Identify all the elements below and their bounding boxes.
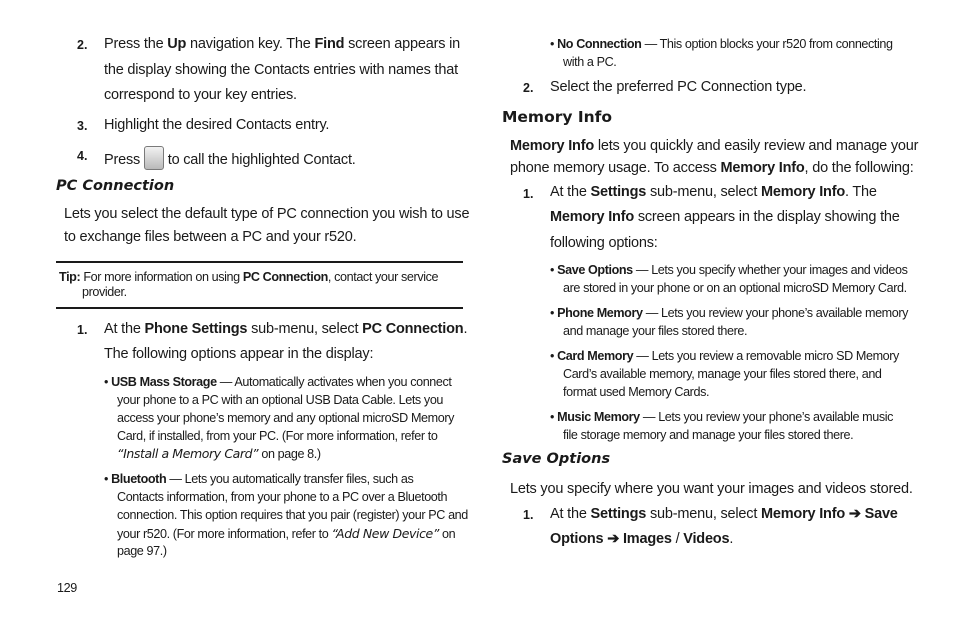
list-item-text: Card’s available memory, manage your files stored there, and	[563, 367, 882, 381]
list-item-text: and manage your files stored there.	[563, 324, 748, 338]
paragraph: phone memory usage. To access Memory Info, do the following:	[510, 160, 914, 176]
step-text: At the Settings sub-menu, select Memory Info ➔ Save	[550, 506, 898, 522]
step-text: At the Phone Settings sub-menu, select PC Connection.	[104, 321, 468, 337]
paragraph: to exchange files between a PC and your r520.	[64, 229, 357, 245]
step-text: Press the Up navigation key. The Find screen appears in	[104, 36, 460, 52]
page-number: 129	[57, 581, 77, 595]
list-item-text: are stored in your phone or on an optional microSD Memory Card.	[563, 281, 907, 295]
list-item-text: “Install a Memory Card” on page 8.)	[117, 446, 321, 461]
list-item: • Save Options — Lets you specify whether your images and videos	[550, 263, 908, 277]
step-text: Press to call the highlighted Contact.	[104, 146, 356, 170]
step-text: Highlight the desired Contacts entry.	[104, 117, 330, 133]
list-item: • Card Memory — Lets you review a removable micro SD Memory	[550, 349, 899, 363]
list-item-text: file storage memory and manage your files stored there.	[563, 428, 854, 442]
step-number: 1.	[77, 323, 88, 337]
list-item-text: connection. This option requires that you pair (register) your PC and	[117, 508, 468, 522]
step-text: The following options appear in the display:	[104, 346, 374, 362]
step-text: Memory Info screen appears in the display showing the	[550, 209, 900, 225]
tip-note: Tip: For more information on using PC Connection, contact your service	[59, 270, 439, 284]
section-heading: Memory Info	[502, 108, 613, 126]
list-item-text: your phone to a PC with an optional USB Data Cable. Lets you	[117, 393, 444, 407]
step-text: the display showing the Contacts entries with names that	[104, 62, 458, 78]
section-heading: Save Options	[502, 451, 611, 467]
list-item-text: your r520. (For more information, refer to “Add New Device” on	[117, 526, 456, 541]
step-text: Options ➔ Images / Videos.	[550, 531, 734, 547]
list-item: • USB Mass Storage — Automatically activates when you connect	[104, 375, 452, 389]
list-item-text: access your phone’s memory and any optional microSD Memory	[117, 411, 455, 425]
list-item: • Music Memory — Lets you review your phone’s available music	[550, 410, 894, 424]
list-item-text: Contacts information, from your phone to a PC over a Bluetooth	[117, 490, 448, 504]
step-number: 3.	[77, 119, 88, 133]
step-number: 1.	[523, 187, 534, 201]
list-item-text: format used Memory Cards.	[563, 385, 710, 399]
paragraph: Memory Info lets you quickly and easily review and manage your	[510, 138, 919, 154]
step-text: correspond to your key entries.	[104, 87, 297, 103]
step-number: 2.	[523, 81, 534, 95]
paragraph: Lets you select the default type of PC connection you wish to use	[64, 206, 470, 222]
divider	[56, 261, 463, 263]
list-item: • Bluetooth — Lets you automatically transfer files, such as	[104, 472, 414, 486]
tip-note: provider.	[82, 285, 127, 299]
step-text: following options:	[550, 235, 658, 251]
send-key-icon	[144, 146, 164, 170]
paragraph: Lets you specify where you want your images and videos stored.	[510, 481, 913, 497]
section-heading: PC Connection	[56, 178, 175, 194]
step-text: Select the preferred PC Connection type.	[550, 79, 807, 95]
step-number: 1.	[523, 508, 534, 522]
list-item: • Phone Memory — Lets you review your phone’s available memory	[550, 306, 909, 320]
step-text: At the Settings sub-menu, select Memory Info. The	[550, 184, 877, 200]
list-item-text: Card, if installed, from your PC. (For more information, refer to	[117, 429, 438, 443]
list-item: • No Connection — This option blocks your r520 from connecting	[550, 37, 893, 51]
step-number: 2.	[77, 38, 88, 52]
list-item-text: with a PC.	[563, 55, 617, 69]
list-item-text: page 97.)	[117, 544, 167, 558]
step-number: 4.	[77, 149, 88, 163]
divider	[56, 307, 463, 309]
